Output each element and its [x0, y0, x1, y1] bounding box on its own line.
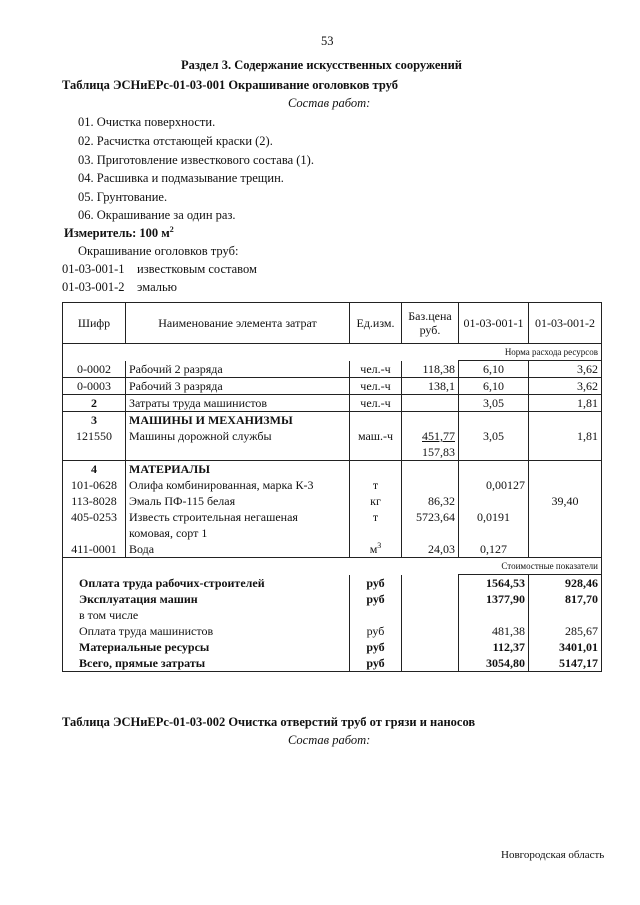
header-price-l1: Баз.цена: [408, 309, 452, 323]
cell-name: Машины дорожной службы: [126, 428, 350, 461]
work-item: 05. Грунтование.: [78, 190, 168, 204]
cell-name: Олифа комбинированная, марка К-3: [126, 477, 350, 493]
cell-v2: 1,81: [529, 395, 602, 412]
table2-title: Таблица ЭСНиЕРс-01-03-002 Очистка отверстий труб от грязи и наносов: [62, 715, 476, 729]
meter-sup: 2: [169, 224, 174, 234]
cell-name: Затраты труда машинистов: [126, 395, 350, 412]
cost-v2: 3401,01: [529, 639, 602, 655]
section-title: МАШИНЫ И МЕХАНИЗМЫ: [126, 412, 350, 429]
cell-price: [402, 477, 459, 493]
cell-name-l1: Известь строительная негашеная: [129, 510, 298, 524]
cost-unit: руб: [350, 655, 402, 672]
cell-v2: 39,40: [529, 493, 602, 509]
table1-title: Таблица ЭСНиЕРс-01-03-001 Окрашивание оголовков труб: [62, 78, 398, 92]
cell-v1: 0,0191: [459, 509, 529, 541]
cell-code: 0-0002: [63, 361, 126, 378]
cell-name: Рабочий 2 разряда: [126, 361, 350, 378]
cost-row: [63, 623, 602, 639]
table-section-row: [63, 412, 602, 429]
table-row: [63, 509, 602, 541]
cost-row: [63, 591, 602, 607]
header-col2: 01-03-001-2: [529, 303, 602, 344]
cell-code: 2: [63, 395, 126, 412]
section-code: 4: [63, 461, 126, 478]
header-code: Шифр: [63, 303, 126, 344]
page-number: 53: [321, 34, 334, 48]
cell-name: Рабочий 3 разряда: [126, 378, 350, 395]
cost-unit: руб: [350, 639, 402, 655]
table-row: [63, 428, 602, 461]
cell-price: 5723,64: [402, 509, 459, 541]
cell-code: 411-0001: [63, 541, 126, 558]
cost-row: [63, 655, 602, 672]
cell-price: 24,03: [402, 541, 459, 558]
cell-unit: чел.-ч: [350, 361, 402, 378]
cost-row: [63, 575, 602, 592]
cost-name: Всего, прямые затраты: [63, 655, 350, 672]
cost-row: [63, 607, 602, 623]
header-col1: 01-03-001-1: [459, 303, 529, 344]
unit-sup: 3: [377, 541, 382, 550]
cell-code: 101-0628: [63, 477, 126, 493]
cost-v1: 481,38: [459, 623, 529, 639]
table-row: [63, 493, 602, 509]
description: Окрашивание оголовков труб:: [78, 244, 239, 258]
work-item: 06. Окрашивание за один раз.: [78, 208, 236, 222]
work-item: 03. Приготовление известкового состава (1).: [78, 153, 314, 167]
cell-code: 113-8028: [63, 493, 126, 509]
cell-v1: [459, 493, 529, 509]
cell-name: [126, 509, 350, 541]
price-main: 451,77: [422, 429, 455, 443]
header-unit: Ед.изм.: [350, 303, 402, 344]
norm-label: Норма расхода ресурсов: [459, 344, 602, 361]
cost-v2: 5147,17: [529, 655, 602, 672]
cell-v2: 1,81: [529, 428, 602, 461]
cost-unit: руб: [350, 575, 402, 592]
variant-code: 01-03-001-2: [62, 280, 125, 294]
cell-code: 121550: [63, 428, 126, 461]
cost-row: [63, 639, 602, 655]
variant-code: 01-03-001-1: [62, 262, 125, 276]
cost-name: Оплата труда машинистов: [63, 623, 350, 639]
cell-v2: [529, 509, 602, 541]
meter-text: Измеритель: 100 м: [64, 226, 170, 240]
cost-unit: руб: [350, 623, 402, 639]
table2-works-heading: Состав работ:: [288, 733, 371, 747]
header-name: Наименование элемента затрат: [126, 303, 350, 344]
cost-unit: руб: [350, 591, 402, 607]
table-row: [63, 477, 602, 493]
table-row: [63, 395, 602, 412]
cost-v1: 112,37: [459, 639, 529, 655]
cost-name: в том числе: [63, 607, 350, 623]
cell-unit: [350, 541, 402, 558]
cell-v2: [529, 477, 602, 493]
cell-price: 118,38: [402, 361, 459, 378]
cell-code: 0-0003: [63, 378, 126, 395]
table-row: [63, 361, 602, 378]
cost-v1: 1564,53: [459, 575, 529, 592]
cell-name: Вода: [126, 541, 350, 558]
header-price: [402, 303, 459, 344]
variant-text: эмалью: [137, 280, 178, 294]
section-title: Раздел 3. Содержание искусственных сооружений: [181, 58, 463, 72]
price-sub: 157,83: [422, 445, 455, 459]
cell-v2: 3,62: [529, 378, 602, 395]
cost-name: Материальные ресурсы: [63, 639, 350, 655]
cell-price: 86,32: [402, 493, 459, 509]
table-section-row: [63, 461, 602, 478]
variant-text: известковым составом: [137, 262, 257, 276]
cell-v1: 0,00127: [459, 477, 529, 493]
cell-v1: 6,10: [459, 378, 529, 395]
cell-name-l2: комовая, сорт 1: [129, 526, 208, 540]
work-item: 02. Расчистка отстающей краски (2).: [78, 134, 273, 148]
section-code: 3: [63, 412, 126, 429]
table-row: [63, 541, 602, 558]
cell-unit: т: [350, 477, 402, 493]
cell-unit: чел.-ч: [350, 378, 402, 395]
cost-v1: 3054,80: [459, 655, 529, 672]
cell-v2: [529, 541, 602, 558]
cost-v2: 928,46: [529, 575, 602, 592]
cell-unit: маш.-ч: [350, 428, 402, 461]
cell-unit: кг: [350, 493, 402, 509]
work-item: 04. Расшивка и подмазывание трещин.: [78, 171, 284, 185]
cell-v1: 0,127: [459, 541, 529, 558]
cost-name: Эксплуатация машин: [63, 591, 350, 607]
section-title: МАТЕРИАЛЫ: [126, 461, 350, 478]
cell-name: Эмаль ПФ-115 белая: [126, 493, 350, 509]
cost-v2: 817,70: [529, 591, 602, 607]
resource-table: [62, 302, 602, 672]
cost-name: Оплата труда рабочих-строителей: [63, 575, 350, 592]
cell-code: 405-0253: [63, 509, 126, 541]
works-heading: Состав работ:: [288, 96, 371, 110]
cell-price: [402, 428, 459, 461]
meter-label: [64, 226, 174, 241]
cost-v2: 285,67: [529, 623, 602, 639]
cell-v2: 3,62: [529, 361, 602, 378]
work-item: 01. Очистка поверхности.: [78, 115, 216, 129]
cell-price: [402, 395, 459, 412]
cell-unit: т: [350, 509, 402, 541]
unit-text: м: [369, 542, 378, 556]
cost-label: Стоимостные показатели: [459, 558, 602, 575]
cell-v1: 3,05: [459, 395, 529, 412]
cell-price: 138,1: [402, 378, 459, 395]
footer-region: Новгородская область: [501, 849, 605, 861]
table-row: [63, 378, 602, 395]
cost-v1: 1377,90: [459, 591, 529, 607]
cell-v1: 6,10: [459, 361, 529, 378]
cell-unit: чел.-ч: [350, 395, 402, 412]
cell-v1: 3,05: [459, 428, 529, 461]
header-price-l2: руб.: [419, 323, 441, 337]
